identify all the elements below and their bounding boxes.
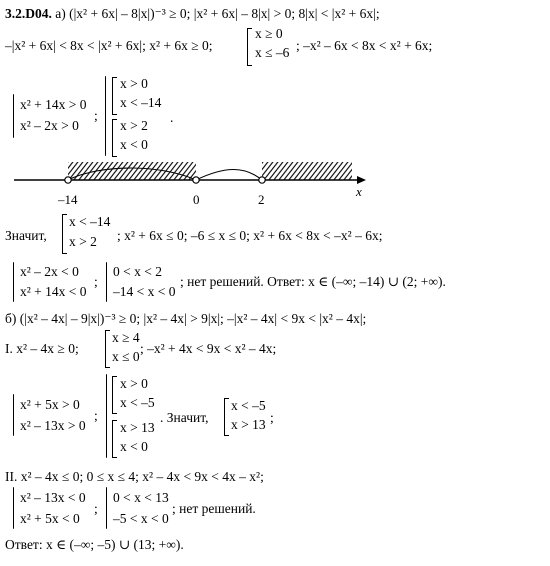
part-b-line: б) (|x² – 4x| – 9|x|)⁻³ ≥ 0; |x² – 4x| > 9|x|; –|x² – 4x| < 9x < |x² – 4x|; <box>5 311 367 326</box>
setD-row-2: x < –5 <box>120 395 155 410</box>
sysF-row-2: x² + 5x < 0 <box>20 511 80 526</box>
point-neg14 <box>65 177 71 183</box>
sysA-row-1: x² + 14x > 0 <box>20 97 87 112</box>
setA-row-1: x > 0 <box>120 76 148 91</box>
znachit-2: . Значит, <box>160 410 209 425</box>
line-2b: ; –x² – 6x < 8x < x² + 6x; <box>296 38 433 53</box>
setD-row-3: x > 13 <box>120 420 155 435</box>
setA-row-4: x < 0 <box>120 137 148 152</box>
setB-row-1: x < –14 <box>69 214 111 229</box>
semicolon-a: ; <box>94 108 98 123</box>
znachit-1-tail: ; x² + 6x ≤ 0; –6 ≤ x ≤ 0; x² + 6x < 8x < –x² – 6x; <box>117 228 383 243</box>
bracket-setA-2 <box>112 119 117 157</box>
semicolon-c: ; <box>94 274 98 289</box>
result-1: ; нет решений. Ответ: x ∈ (–∞; –14) ∪ (2; +∞). <box>180 274 446 289</box>
setF-row-2: –5 < x < 0 <box>113 511 169 526</box>
bracket-setD-2 <box>112 420 117 458</box>
number-line <box>0 158 550 210</box>
brace-sysA <box>13 94 14 138</box>
bracket-setA-1 <box>112 77 117 115</box>
bracket-s1 <box>247 28 252 66</box>
point-0 <box>193 177 199 183</box>
znachit-1: Значит, <box>5 228 47 243</box>
hatch-region-2 <box>262 162 352 180</box>
problem-id: 3.2.D04. <box>5 6 52 21</box>
axis-arrow <box>357 176 366 184</box>
set-A <box>120 74 161 154</box>
setB-row-2: x > 2 <box>69 234 97 249</box>
s1-row-2: x ≤ –6 <box>255 45 290 60</box>
system-F <box>20 487 86 529</box>
case-I: I. x² – 4x ≥ 0; <box>5 341 79 356</box>
point-2 <box>259 177 265 183</box>
line-1-text: а) (|x² + 6x| – 8|x|)⁻³ ≥ 0; |x² + 6x| – 8|x| > 0; 8|x| < |x² + 6x|; <box>55 6 380 21</box>
tick-label-neg14: –14 <box>58 192 78 207</box>
set-E <box>231 396 266 434</box>
sysC-row-1: x² – 2x < 0 <box>20 264 79 279</box>
brace-setD <box>106 374 107 458</box>
setE-row-1: x < –5 <box>231 398 266 413</box>
brace-setC <box>106 262 107 302</box>
brace-sysC <box>13 262 14 302</box>
line-2a: –|x² + 6x| < 8x < |x² + 6x|; x² + 6x ≥ 0; <box>5 38 213 53</box>
s2-row-2: x ≤ 0 <box>112 349 140 364</box>
sysA-row-2: x² – 2x > 0 <box>20 118 79 133</box>
bracket-setE <box>224 398 229 436</box>
bracket-setD-1 <box>112 376 117 414</box>
semicolon-d: ; <box>94 408 98 423</box>
bracket-setB <box>62 214 67 254</box>
tick-label-0: 0 <box>193 192 200 207</box>
brace-setA <box>105 76 106 156</box>
brace-sysF <box>13 487 14 529</box>
znachit-2-tail: ; <box>270 410 274 425</box>
system-D <box>20 394 86 436</box>
arc-2 <box>196 170 262 181</box>
set-F <box>113 487 169 529</box>
set-s2 <box>112 328 140 366</box>
setC-row-1: 0 < x < 2 <box>113 264 162 279</box>
axis-label-x: x <box>356 184 362 199</box>
case-II: II. x² – 4x ≤ 0; 0 ≤ x ≤ 4; x² – 4x < 9x < 4x – x²; <box>5 469 264 484</box>
setA-row-3: x > 2 <box>120 118 148 133</box>
tick-label-2: 2 <box>258 192 265 207</box>
setD-row-1: x > 0 <box>120 376 148 391</box>
set-C <box>113 262 175 302</box>
problem-line-1 <box>5 6 380 22</box>
answer-2: Ответ: x ∈ (–∞; –5) ∪ (13; +∞). <box>5 537 184 552</box>
system-A <box>20 94 87 136</box>
set-D <box>120 374 155 456</box>
sysC-row-2: x² + 14x < 0 <box>20 284 87 299</box>
setC-row-2: –14 < x < 0 <box>113 284 176 299</box>
sysF-row-1: x² – 13x < 0 <box>20 490 86 505</box>
sysD-row-2: x² – 13x > 0 <box>20 418 86 433</box>
system-C <box>20 262 87 302</box>
s2-row-1: x ≥ 4 <box>112 330 140 345</box>
brace-setF <box>106 487 107 529</box>
setF-row-1: 0 < x < 13 <box>113 490 169 505</box>
setA-row-2: x < –14 <box>120 95 162 110</box>
set-B <box>69 212 110 252</box>
set-s1 <box>255 24 289 62</box>
brace-sysD <box>13 394 14 436</box>
hatch-region-1 <box>68 162 196 180</box>
sysD-row-1: x² + 5x > 0 <box>20 397 80 412</box>
result-2: ; нет решений. <box>172 501 256 516</box>
s1-row-1: x ≥ 0 <box>255 26 283 41</box>
setD-row-4: x < 0 <box>120 439 148 454</box>
bracket-s2 <box>105 330 110 368</box>
semicolon-f: ; <box>94 501 98 516</box>
sysA-tail: . <box>170 110 174 125</box>
setE-row-2: x > 13 <box>231 417 266 432</box>
case-I-tail: ; –x² + 4x < 9x < x² – 4x; <box>140 341 277 356</box>
